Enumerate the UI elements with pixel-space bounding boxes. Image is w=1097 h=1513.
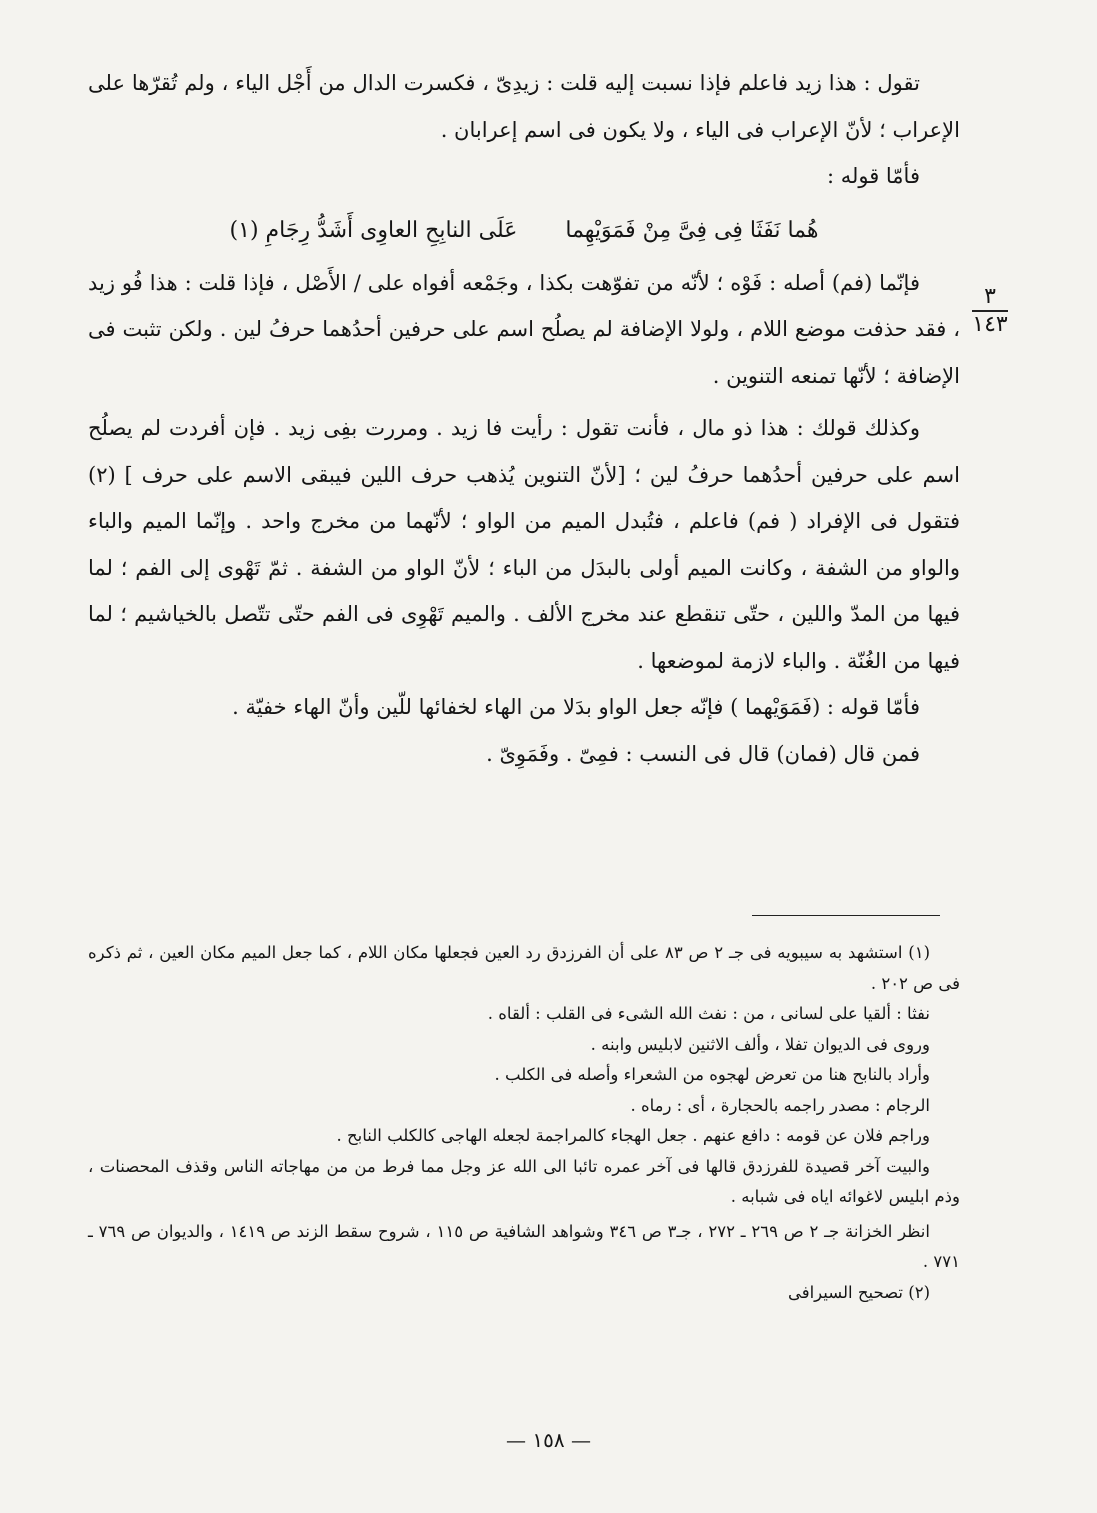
footnote-2: (٢) تصحيح السيرافى — [787, 1282, 930, 1302]
footnote-line-8: انظر الخزانة جـ ٢ ص ٢٦٩ ـ ٢٧٢ ، جـ٣ ص ٣٤٦ وشواهد الشافية ص ١١٥ ، شروح سقط الزند ص ١٤١٩ ، والديوان ص ٧٦٩ ـ ٧٧١ . — [88, 1221, 960, 1271]
paragraph-6: فمن قال (فمان) قال فى النسب : فمِىّ . وفَمَوِىّ . — [486, 741, 920, 766]
paragraph-5: فأمّا قوله : (فَمَوَيْهما ) فإنّه جعل الواو بدَلا من الهاء لخفائها للّين وأنّ الهاء خفيّة . — [232, 695, 920, 719]
paragraph-2: فأمّا قوله : — [826, 164, 920, 188]
footnote-line-4: وأراد بالنابح هنا من تعرض لهجوه من الشعراء وأصله فى الكلب . — [494, 1065, 930, 1084]
footnote-line-5: الرجام : مصدر راجمه بالحجارة ، أى : رماه . — [630, 1095, 930, 1115]
footnote-divider — [752, 915, 940, 916]
main-text — [88, 60, 960, 777]
verse-second-hemistich: عَلَى النابِحِ العاوِى أَشَدُّ رِجَامِ (١) — [229, 217, 518, 243]
paragraph-3: فإنّما (فم) أصله : فَوْه ؛ لأنّه من تفوّهت بكذا ، وجَمْعه أفواه على / الأَصْل ، فإذا قلت : هذا فُو زيد ، فقد حذفت موضع اللام ، ولولا الإضافة لم يصلُح اسم على حرفين أحدُهما حرفُ لين . ولكن تثبت فى الإضافة ؛ لأنّها تمنعه التنوين . — [88, 270, 960, 388]
margin-reference-bottom: ١٤٣ — [972, 312, 1008, 337]
verse-first-hemistich: هُما نَفَثَا فِى فِىَّ مِنْ فَمَوَيْهِما — [565, 217, 819, 243]
footnote-line-7: والبيت آخر قصيدة للفرزدق قالها فى آخر عمره تائبا الى الله عز وجل مما فرط من من مهاجاته الناس وقذف المحصنات ، وذم ابليس لاغوائه اياه فى شبابه . — [88, 1156, 960, 1206]
footnote-line-2: نفثا : ألقيا على لسانى ، من : نفث الله الشىء فى القلب : ألقاه . — [487, 1004, 930, 1023]
footnote-1: (١) استشهد به سيبويه فى جـ ٢ ص ٨٣ على أن الفرزدق رد العين فجعلها مكان اللام ، كما جعل الميم مكان العين ، ثم ذكره فى ص ٢٠٢ . — [88, 943, 960, 993]
paragraph-4: وكذلك قولك : هذا ذو مال ، فأنت تقول : رأيت فا زيد . ومررت بفِى زيد . فإن أفردت لم يصلُح اسم على حرفين أحدُهما حرفُ لين ؛ [لأنّ التنوين يُذهب حرف اللين فيبقى الاسم على حرف ] (٢) فتقول فى الإفراد ( فم) فاعلم ، فتُبدل الميم من الواو ؛ لأنّهما من مخرج واحد . وإنّما الميم والباء والواو من الشفة ، وكانت الميم أولى بالبدَل من الباء ؛ لأنّ الواو من الشفة . ثمّ تَهْوى إلى الفم ؛ لما فيها من المدّ واللين ، حتّى تنقطع عند مخرج الألف . والميم تَهْوِى فى الفم حتّى تتّصل بالخياشيم ؛ لما فيها من الغُنّة . والباء لازمة لموضعها . — [88, 416, 960, 673]
footnote-line-3: وروى فى الديوان تفلا ، وألف الاثنين لابليس وابنه . — [590, 1034, 930, 1054]
margin-page-reference — [968, 286, 1012, 336]
paragraph-1: تقول : هذا زيد فاعلم فإذا نسبت إليه قلت : زيدِىّ ، فكسرت الدال من أَجْل الياء ، ولم تُقرّها على الإعراب ؛ لأنّ الإعراب فى الياء ، ولا يكون فى اسم إعرابان . — [88, 71, 960, 142]
footnote-line-6: وراجم فلان عن قومه : دافع عنهم . جعل الهجاء كالمراجمة لجعله الهاجى كالكلب النابح . — [336, 1126, 930, 1145]
poem-verse — [88, 206, 960, 256]
footnotes — [88, 938, 960, 1308]
page-number: — ١٥٨ — — [506, 1428, 591, 1452]
margin-reference-top: ٣ — [984, 284, 996, 309]
